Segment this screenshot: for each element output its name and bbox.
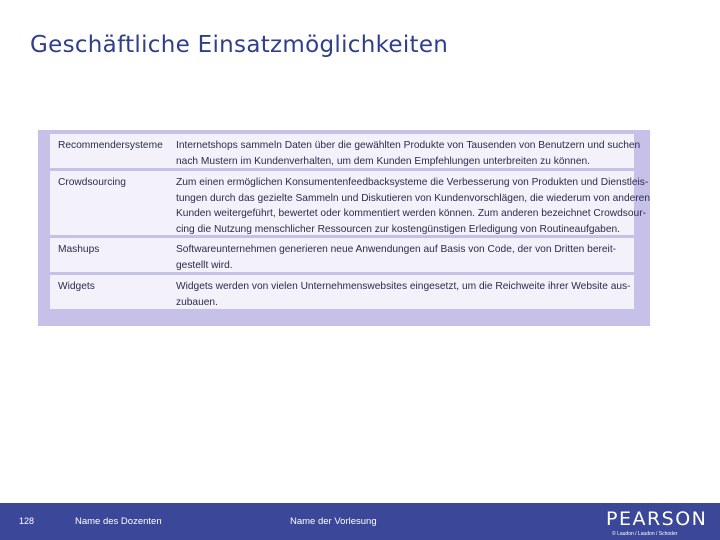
slide-title: Geschäftliche Einsatzmöglichkeiten [30,32,449,58]
row-term: Mashups [58,244,100,255]
table-row-crowdsourcing [50,171,651,235]
table-row-mashups [50,238,634,272]
description-line: Widgets werden von vielen Unternehmenswebsites eingesetzt, um die Reichweite ihrer Website aus- [176,281,631,292]
description-line: nach Mustern im Kundenverhalten, um dem Kunden Empfehlungen unterbreiten zu können. [176,155,590,167]
table-row-recommender [50,134,641,168]
course-name: Name der Vorlesung [290,516,377,527]
description-line: cing die Nutzung menschlicher Ressourcen zur kostengünstigen Erledigung von Routineaufgaben. [176,223,620,235]
description-line: zubauen. [176,296,218,308]
lecturer-name: Name des Dozenten [75,516,162,527]
row-description [176,279,632,310]
row-description [176,242,632,273]
description-line: gestellt wird. [176,259,233,271]
row-term: Recommendersysteme [58,140,163,151]
footer-bar [0,503,720,540]
table-row-widgets [50,275,634,309]
page-number: 128 [19,516,35,526]
row-description [176,175,651,237]
description-line: Internetshops sammeln Daten über die gewählten Produkte von Tausenden von Benutzern und suchen [176,140,641,151]
row-term: Crowdsourcing [58,177,126,188]
copyright-note: © Laudon / Laudon / Schoder [612,531,678,537]
description-line: Zum einen ermöglichen Konsumentenfeedbacksysteme die Verbesserung von Produkten und Dienstleis- [176,177,649,188]
description-line: Softwareunternehmen generieren neue Anwendungen auf Basis von Code, der von Dritten bereit- [176,244,617,255]
description-line: tungen durch das gezielte Sammeln und Diskutieren von Kundenvorschlägen, die wiederum von anderen [176,192,651,204]
row-term: Widgets [58,281,95,292]
definitions-table [38,130,650,326]
description-line: Kunden weitergeführt, bewertet oder kommentiert werden können. Zum anderen bezeichnet Crowdsour- [176,208,647,220]
row-description [176,138,641,169]
pearson-logo: PEARSON [606,508,708,530]
